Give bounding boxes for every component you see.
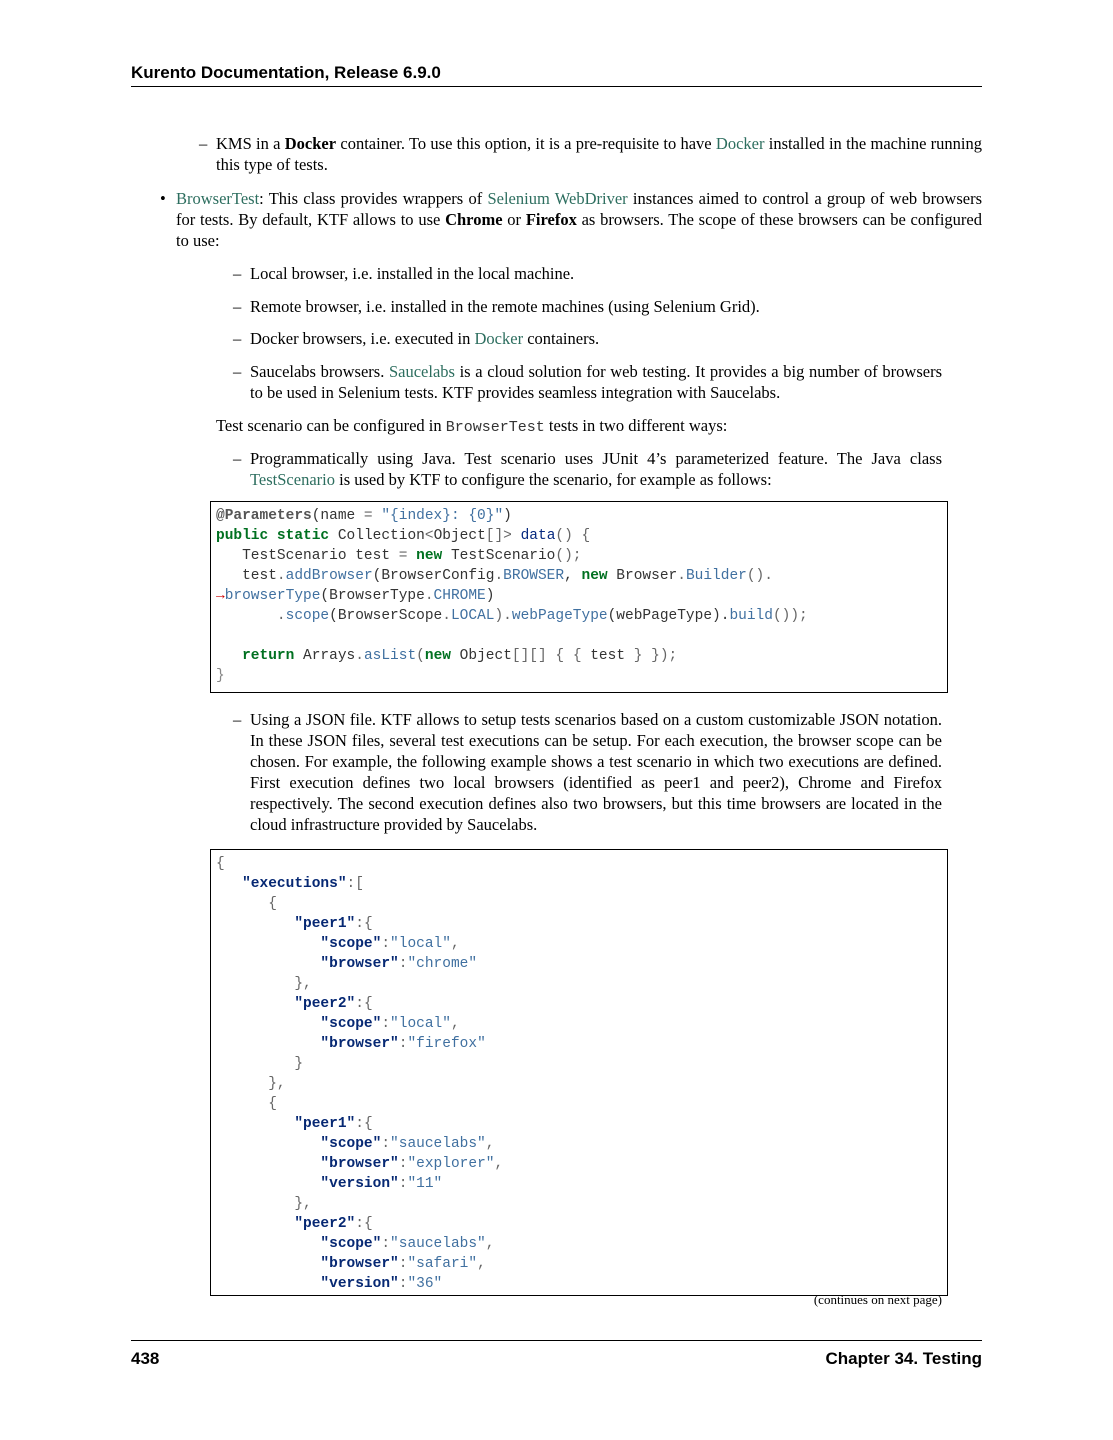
- programmatic-item: Programmatically using Java. Test scenario uses JUnit 4’s parameterized feature. The Java class TestScenario is used by KTF to configure the scenario, for example as follows:: [250, 449, 942, 489]
- json-file-item: Using a JSON file. KTF allows to setup tests scenarios based on a custom customizable JSON notation. In these JSON files, several test executions can be setup. For each execution, the browser scope can be chosen. For example, the following example shows a test scenario in which two executions are defined. First execution defines two local browsers (identified as peer1 and peer2), Chrome and Firefox respectively. The second execution defines also two browsers, but this time browsers are located in the cloud infrastructure provided by Saucelabs.: [250, 710, 942, 834]
- scenario-intro: Test scenario can be configured in BrowserTest tests in two different ways:: [216, 416, 728, 436]
- docker-browsers-item: Docker browsers, i.e. executed in Docker containers.: [250, 329, 600, 348]
- dash-bullet: –: [199, 134, 208, 153]
- document-title: Kurento Documentation, Release 6.9.0: [131, 63, 441, 82]
- page-number: 438: [131, 1349, 160, 1368]
- browsertest-item: BrowserTest: This class provides wrappers of Selenium WebDriver instances aimed to control a group of web browsers for tests. By default, KTF allows to use Chrome or Firefox as browsers. The scope of these browsers can be configured to use:: [176, 189, 982, 250]
- selenium-webdriver-link[interactable]: Selenium WebDriver: [487, 189, 628, 208]
- continues-note: (continues on next page): [813, 1292, 942, 1307]
- json-code: { "executions":[ { "peer1":{ "scope":"local", "browser":"chrome" }, "peer2":{ "scope":"local", "browser":"firefox" } }, { "peer1":{ "scope":"saucelabs", "browser":"explorer", "version":"11" }, "peer2":{ "scope":"saucelabs", "browser":"safari", "version":"36": [216, 856, 504, 1292]
- dash-bullet: –: [233, 449, 242, 468]
- bullet: •: [160, 189, 166, 208]
- local-browser-item: Local browser, i.e. installed in the local machine.: [250, 264, 575, 283]
- java-code: @Parameters(name = "{index}: {0}") public static Collection<Object[]> data() { TestScenario test = new TestScenario(); test.addBrowser(BrowserConfig.BROWSER, new Browser.Builder(). →browserType(BrowserType.CHROME) .scope(BrowserScope.LOCAL).webPageType(webPageType).build()); return Arrays.asList(new Object[][] { { test } }); }: [216, 508, 808, 684]
- dash-bullet: –: [233, 362, 242, 381]
- browsertest-code: BrowserTest: [445, 419, 545, 436]
- json-code-block: [210, 849, 948, 1296]
- dash-bullet: –: [233, 329, 242, 348]
- page-header: [131, 62, 982, 87]
- testscenario-link[interactable]: TestScenario: [250, 470, 335, 489]
- kms-docker-item: KMS in a Docker container. To use this option, it is a pre-requisite to have Docker installed in the machine running this type of tests.: [216, 134, 982, 174]
- saucelabs-link[interactable]: Saucelabs: [388, 362, 455, 381]
- browsertest-link[interactable]: BrowserTest: [176, 189, 260, 208]
- java-code-block: [210, 501, 948, 693]
- dash-bullet: –: [233, 710, 242, 729]
- docker-link[interactable]: Docker: [715, 134, 765, 153]
- line-continuation-icon: →: [216, 588, 225, 604]
- dash-bullet: –: [233, 297, 242, 316]
- remote-browser-item: Remote browser, i.e. installed in the remote machines (using Selenium Grid).: [250, 297, 760, 316]
- chapter-title: Chapter 34. Testing: [825, 1349, 982, 1368]
- page-footer: [131, 1340, 982, 1368]
- docker-link[interactable]: Docker: [474, 329, 524, 348]
- dash-bullet: –: [233, 264, 242, 283]
- saucelabs-item: Saucelabs browsers. Saucelabs is a cloud solution for web testing. It provides a big number of browsers to be used in Selenium tests. KTF provides seamless integration with Saucelabs.: [250, 362, 943, 402]
